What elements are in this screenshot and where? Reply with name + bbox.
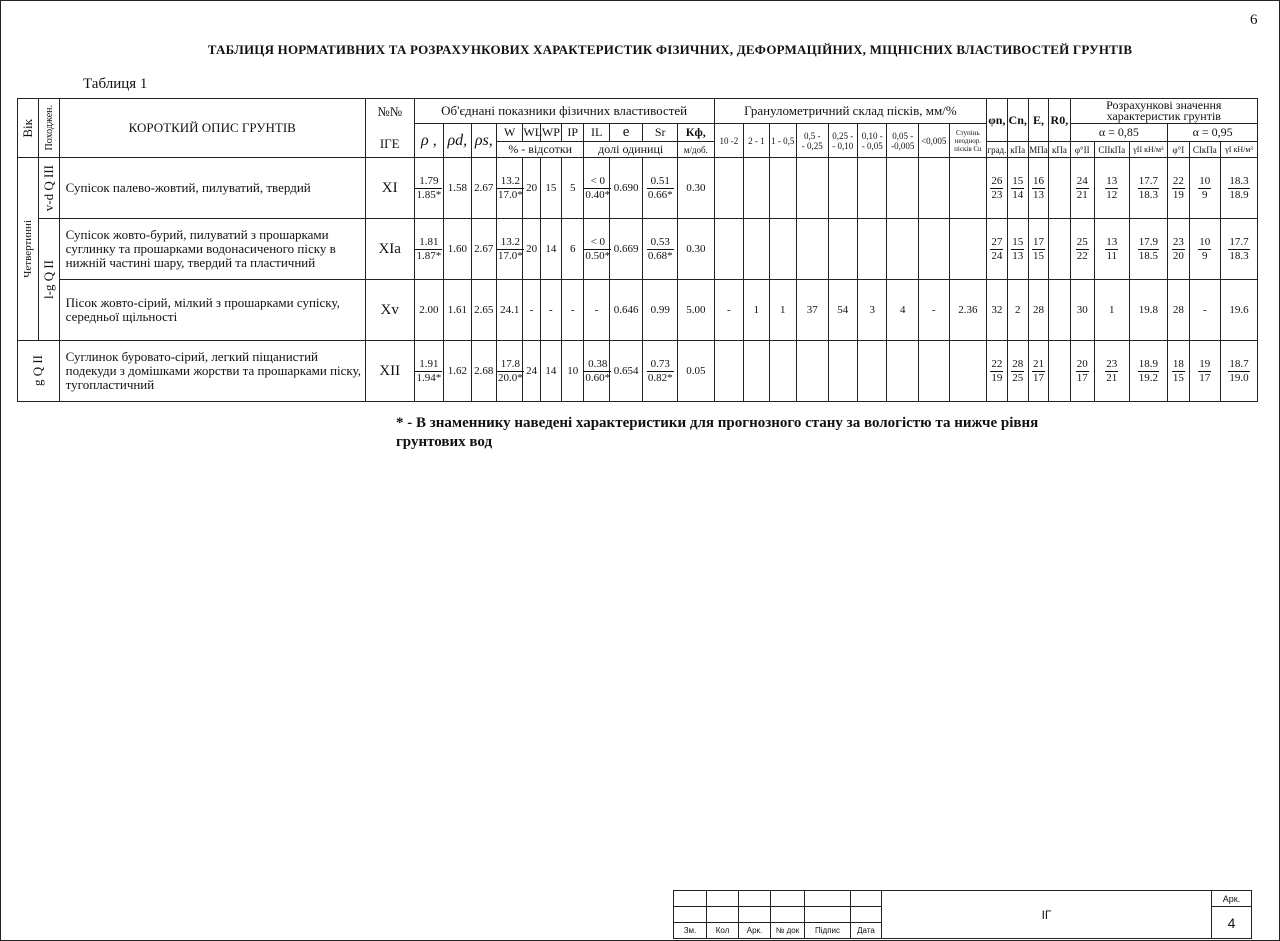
value-rho-s: 2.65 [471, 280, 496, 341]
soil-description: Супісок палево-жовтий, пилуватий, твердий [59, 158, 365, 219]
header-phin: φn, [988, 112, 1006, 127]
value-c-i: $\frac{10}{9}$ [1189, 158, 1221, 219]
value-r0 [1049, 280, 1070, 341]
header-md: м/доб. [677, 142, 714, 158]
header-origin: Походжен. [43, 105, 55, 151]
value-phin: $\frac{22}{19}$ [987, 341, 1007, 402]
value-gran [714, 341, 743, 402]
header-e: e [609, 124, 643, 142]
origin-cell [39, 158, 59, 219]
value-e-modulus: $\frac{16}{13}$ [1028, 158, 1048, 219]
header-mpa: МПа [1028, 142, 1048, 158]
value-il: $\frac{< 0}{0.40*}$ [584, 158, 609, 219]
header-rho-s: ρs, [474, 131, 493, 149]
value-gran [797, 219, 829, 280]
stamp-kol: Кол [707, 923, 739, 939]
value-rho-s: 2.67 [471, 158, 496, 219]
value-w: $\frac{13.2}{17.0*}$ [496, 219, 522, 280]
ige-code: XIa [365, 219, 414, 280]
value-e: 0.646 [609, 280, 643, 341]
origin-cell [18, 341, 60, 402]
value-sr: 0.99 [643, 280, 678, 341]
value-gran: - [714, 280, 743, 341]
header-gran-5: 0,25 - - 0,10 [828, 124, 857, 158]
value-phi-ii: $\frac{20}{17}$ [1070, 341, 1094, 402]
value-rho-d: 1.60 [444, 219, 471, 280]
value-e: 0.690 [609, 158, 643, 219]
value-phin: $\frac{27}{24}$ [987, 219, 1007, 280]
value-wp: 14 [540, 341, 561, 402]
value-gran [714, 219, 743, 280]
stamp-cell [851, 891, 882, 907]
value-ip: - [562, 280, 584, 341]
value-gran [744, 341, 769, 402]
origin-label: l-g Q II [41, 260, 56, 299]
header-fraction: долі одиниці [584, 142, 678, 158]
value-phi-i: 28 [1168, 280, 1189, 341]
value-ip: 5 [562, 158, 584, 219]
stamp-cell [805, 891, 851, 907]
header-cn: Cn, [1008, 112, 1027, 127]
value-gran [744, 158, 769, 219]
value-gran: 54 [828, 280, 857, 341]
soil-properties-table [17, 98, 1258, 402]
value-kf: 5.00 [677, 280, 714, 341]
value-gamma-i: $\frac{18.3}{18.9}$ [1221, 158, 1258, 219]
header-gran-8: <0,005 [919, 124, 950, 158]
header-kpa: кПа [1007, 142, 1028, 158]
stamp-cell [771, 891, 805, 907]
stamp-cell [739, 891, 771, 907]
header-e-modulus: E, [1033, 112, 1045, 127]
value-phi-i: $\frac{23}{20}$ [1168, 219, 1189, 280]
value-c-i: - [1189, 280, 1221, 341]
value-gran [949, 341, 987, 402]
value-c-ii: $\frac{23}{21}$ [1094, 341, 1129, 402]
header-rho: ρ , [421, 131, 437, 149]
value-phi-ii: $\frac{25}{22}$ [1070, 219, 1094, 280]
ige-code: XI [365, 158, 414, 219]
value-kf: 0.30 [677, 158, 714, 219]
value-gran [858, 158, 887, 219]
value-wl: 20 [523, 219, 540, 280]
value-gran: 2.36 [949, 280, 987, 341]
value-wl: 20 [523, 158, 540, 219]
value-rho: 2.00 [414, 280, 443, 341]
value-gran [858, 341, 887, 402]
header-rho-d: ρd, [447, 131, 468, 149]
value-wp: - [540, 280, 561, 341]
value-gran [828, 158, 857, 219]
value-gran [769, 158, 796, 219]
value-rho: $\frac{1.91}{1.94*}$ [414, 341, 443, 402]
value-sr: $\frac{0.53}{0.68*}$ [643, 219, 678, 280]
value-r0 [1049, 158, 1070, 219]
value-gamma-ii: 19.8 [1129, 280, 1168, 341]
value-c-ii: 1 [1094, 280, 1129, 341]
header-granulometry-group: Гранулометричний склад пісків, мм/% [714, 99, 987, 124]
header-gran-2: 2 - 1 [744, 124, 769, 158]
value-gran [797, 158, 829, 219]
value-gran [714, 158, 743, 219]
value-sr: $\frac{0.51}{0.66*}$ [643, 158, 678, 219]
stamp-sheet-number: 4 [1212, 907, 1252, 939]
stamp-cell [674, 891, 707, 907]
value-phi-i: $\frac{18}{15}$ [1168, 341, 1189, 402]
value-e-modulus: 28 [1028, 280, 1048, 341]
origin-label: v-d Q III [41, 164, 56, 212]
value-gran [887, 158, 919, 219]
header-percent: % - відсотки [496, 142, 583, 158]
value-gran: - [919, 280, 950, 341]
header-r0: R0, [1050, 112, 1069, 127]
value-gamma-ii: $\frac{17.7}{18.3}$ [1129, 158, 1168, 219]
stamp-ark: Арк. [739, 923, 771, 939]
value-c-i: $\frac{10}{9}$ [1189, 219, 1221, 280]
stamp-cell [707, 907, 739, 923]
header-gran-4: 0,5 - - 0,25 [797, 124, 829, 158]
value-gran [797, 341, 829, 402]
value-rho-s: 2.67 [471, 219, 496, 280]
page-number: 6 [1250, 12, 1258, 28]
value-gran [919, 341, 950, 402]
value-wp: 14 [540, 219, 561, 280]
stamp-ndok: № док [771, 923, 805, 939]
header-wl: WL [523, 124, 540, 142]
value-w: $\frac{13.2}{17.0*}$ [496, 158, 522, 219]
value-gran: 1 [769, 280, 796, 341]
header-gamma-i: γI кН/м³ [1221, 142, 1258, 158]
value-wl: - [523, 280, 540, 341]
value-gran [919, 219, 950, 280]
header-sr: Sr [643, 124, 678, 142]
stamp-pidpys: Підпис [805, 923, 851, 939]
table-row [18, 158, 1258, 219]
value-c-ii: $\frac{13}{12}$ [1094, 158, 1129, 219]
header-il: IL [584, 124, 609, 142]
stamp-cell [771, 907, 805, 923]
value-phin: 32 [987, 280, 1007, 341]
origin-label: g Q II [30, 355, 46, 387]
value-cn: $\frac{15}{13}$ [1007, 219, 1028, 280]
header-alpha-085: α = 0,85 [1070, 124, 1168, 142]
value-gran [887, 219, 919, 280]
table-row [18, 280, 1258, 341]
value-gamma-i: 19.6 [1221, 280, 1258, 341]
value-wl: 24 [523, 341, 540, 402]
table-row [18, 341, 1258, 402]
value-gran [828, 219, 857, 280]
header-phi-ii: φ°II [1070, 142, 1094, 158]
header-c-ii: CIIкПа [1094, 142, 1129, 158]
value-rho-d: 1.58 [444, 158, 471, 219]
value-gran: 3 [858, 280, 887, 341]
value-w: 24.1 [496, 280, 522, 341]
header-c-i: CIкПа [1189, 142, 1221, 158]
header-description: КОРОТКИЙ ОПИС ГРУНТІВ [59, 99, 365, 158]
title-block [673, 890, 1252, 939]
stamp-code: ІГ [882, 891, 1212, 939]
ige-code: Xv [365, 280, 414, 341]
header-kpa-r0: кПа [1049, 142, 1070, 158]
value-il: $\frac{< 0}{0.50*}$ [584, 219, 609, 280]
value-phi-i: $\frac{22}{19}$ [1168, 158, 1189, 219]
value-e: 0.669 [609, 219, 643, 280]
value-rho: $\frac{1.81}{1.87*}$ [414, 219, 443, 280]
value-kf: 0.30 [677, 219, 714, 280]
value-sr: $\frac{0.73}{0.82*}$ [643, 341, 678, 402]
value-kf: 0.05 [677, 341, 714, 402]
stamp-cell [739, 907, 771, 923]
age-cell [18, 158, 39, 341]
header-kf: Кф, [685, 125, 706, 139]
value-r0 [1049, 341, 1070, 402]
value-gran: 4 [887, 280, 919, 341]
footnote: * - В знаменнику наведені характеристики для прогнозного стану за вологістю та нижче рівня грунтових вод [396, 415, 1039, 450]
value-il: $\frac{0.38}{0.60*}$ [584, 341, 609, 402]
header-physical-group: Об'єднані показники фізичних властивостей [414, 99, 714, 124]
value-gran [887, 341, 919, 402]
value-gran [744, 219, 769, 280]
value-gamma-i: $\frac{17.7}{18.3}$ [1221, 219, 1258, 280]
value-c-ii: $\frac{13}{11}$ [1094, 219, 1129, 280]
value-ip: 6 [562, 219, 584, 280]
header-grad: град. [987, 142, 1007, 158]
value-rho-s: 2.68 [471, 341, 496, 402]
value-gran [949, 158, 987, 219]
ige-code: XII [365, 341, 414, 402]
page-title: ТАБЛИЦЯ НОРМАТИВНИХ ТА РОЗРАХУНКОВИХ ХАРАКТЕРИСТИК ФІЗИЧНИХ, ДЕФОРМАЦІЙНИХ, МІЦНІСНИХ ВЛАСТИВОСТЕЙ ГРУНТІВ [207, 42, 1133, 57]
value-c-i: $\frac{19}{17}$ [1189, 341, 1221, 402]
value-wp: 15 [540, 158, 561, 219]
value-cn: 2 [1007, 280, 1028, 341]
value-gamma-ii: $\frac{17.9}{18.5}$ [1129, 219, 1168, 280]
header-alpha-095: α = 0,95 [1168, 124, 1258, 142]
stamp-cell [674, 907, 707, 923]
value-phi-ii: $\frac{24}{21}$ [1070, 158, 1094, 219]
header-gran-7: 0,05 - -0,005 [887, 124, 919, 158]
value-e-modulus: $\frac{21}{17}$ [1028, 341, 1048, 402]
value-r0 [1049, 219, 1070, 280]
header-vik: Вік [20, 118, 36, 138]
value-rho-d: 1.62 [444, 341, 471, 402]
header-gran-1: 10 -2 [714, 124, 743, 158]
value-gamma-i: $\frac{18.7}{19.0}$ [1221, 341, 1258, 402]
value-e-modulus: $\frac{17}{15}$ [1028, 219, 1048, 280]
table-label: Таблиця 1 [83, 76, 148, 92]
value-rho-d: 1.61 [444, 280, 471, 341]
value-gran [828, 341, 857, 402]
header-gran-3: 1 - 0,5 [769, 124, 796, 158]
value-gran [769, 341, 796, 402]
value-gran [858, 219, 887, 280]
value-il: - [584, 280, 609, 341]
table-row [18, 219, 1258, 280]
header-wp: WP [540, 124, 561, 142]
value-gran: 37 [797, 280, 829, 341]
stamp-zm: Зм. [674, 923, 707, 939]
stamp-cell [707, 891, 739, 907]
value-cn: $\frac{15}{14}$ [1007, 158, 1028, 219]
value-gran: 1 [744, 280, 769, 341]
value-ip: 10 [562, 341, 584, 402]
value-phi-ii: 30 [1070, 280, 1094, 341]
value-gran [919, 158, 950, 219]
header-cu: Ступінь неоднор. пісків Cu [949, 124, 987, 158]
origin-cell [39, 219, 59, 341]
stamp-cell [805, 907, 851, 923]
header-ige: №№ ІГЕ [365, 99, 414, 158]
age-label: Четвертинні [22, 220, 35, 278]
stamp-cell [851, 907, 882, 923]
value-e: 0.654 [609, 341, 643, 402]
value-gamma-ii: $\frac{18.9}{19.2}$ [1129, 341, 1168, 402]
header-ip: IP [562, 124, 584, 142]
value-cn: $\frac{28}{25}$ [1007, 341, 1028, 402]
soil-description: Пісок жовто-сірий, мілкий з прошарками супіску, середньої щільності [59, 280, 365, 341]
value-rho: $\frac{1.79}{1.85*}$ [414, 158, 443, 219]
soil-description: Супісок жовто-бурий, пилуватий з прошарками суглинку та прошарками водонасиченого піску в нижній частині шару, твердий та пластичний [59, 219, 365, 280]
value-phin: $\frac{26}{23}$ [987, 158, 1007, 219]
stamp-data: Дата [851, 923, 882, 939]
value-gran [769, 219, 796, 280]
value-w: $\frac{17.8}{20.0*}$ [496, 341, 522, 402]
header-phi-i: φ°I [1168, 142, 1189, 158]
header-w: W [496, 124, 522, 142]
header-calc-group: Розрахункові значення характеристик грунтів [1070, 99, 1257, 124]
header-gran-6: 0,10 - - 0,05 [858, 124, 887, 158]
header-gamma-ii: γII кН/м³ [1129, 142, 1168, 158]
soil-description: Суглинок буровато-сірий, легкий піщанистий подекуди з домішками жорстви та прошарками піску, тугопластичний [59, 341, 365, 402]
stamp-sheet-label: Арк. [1212, 891, 1252, 907]
value-gran [949, 219, 987, 280]
